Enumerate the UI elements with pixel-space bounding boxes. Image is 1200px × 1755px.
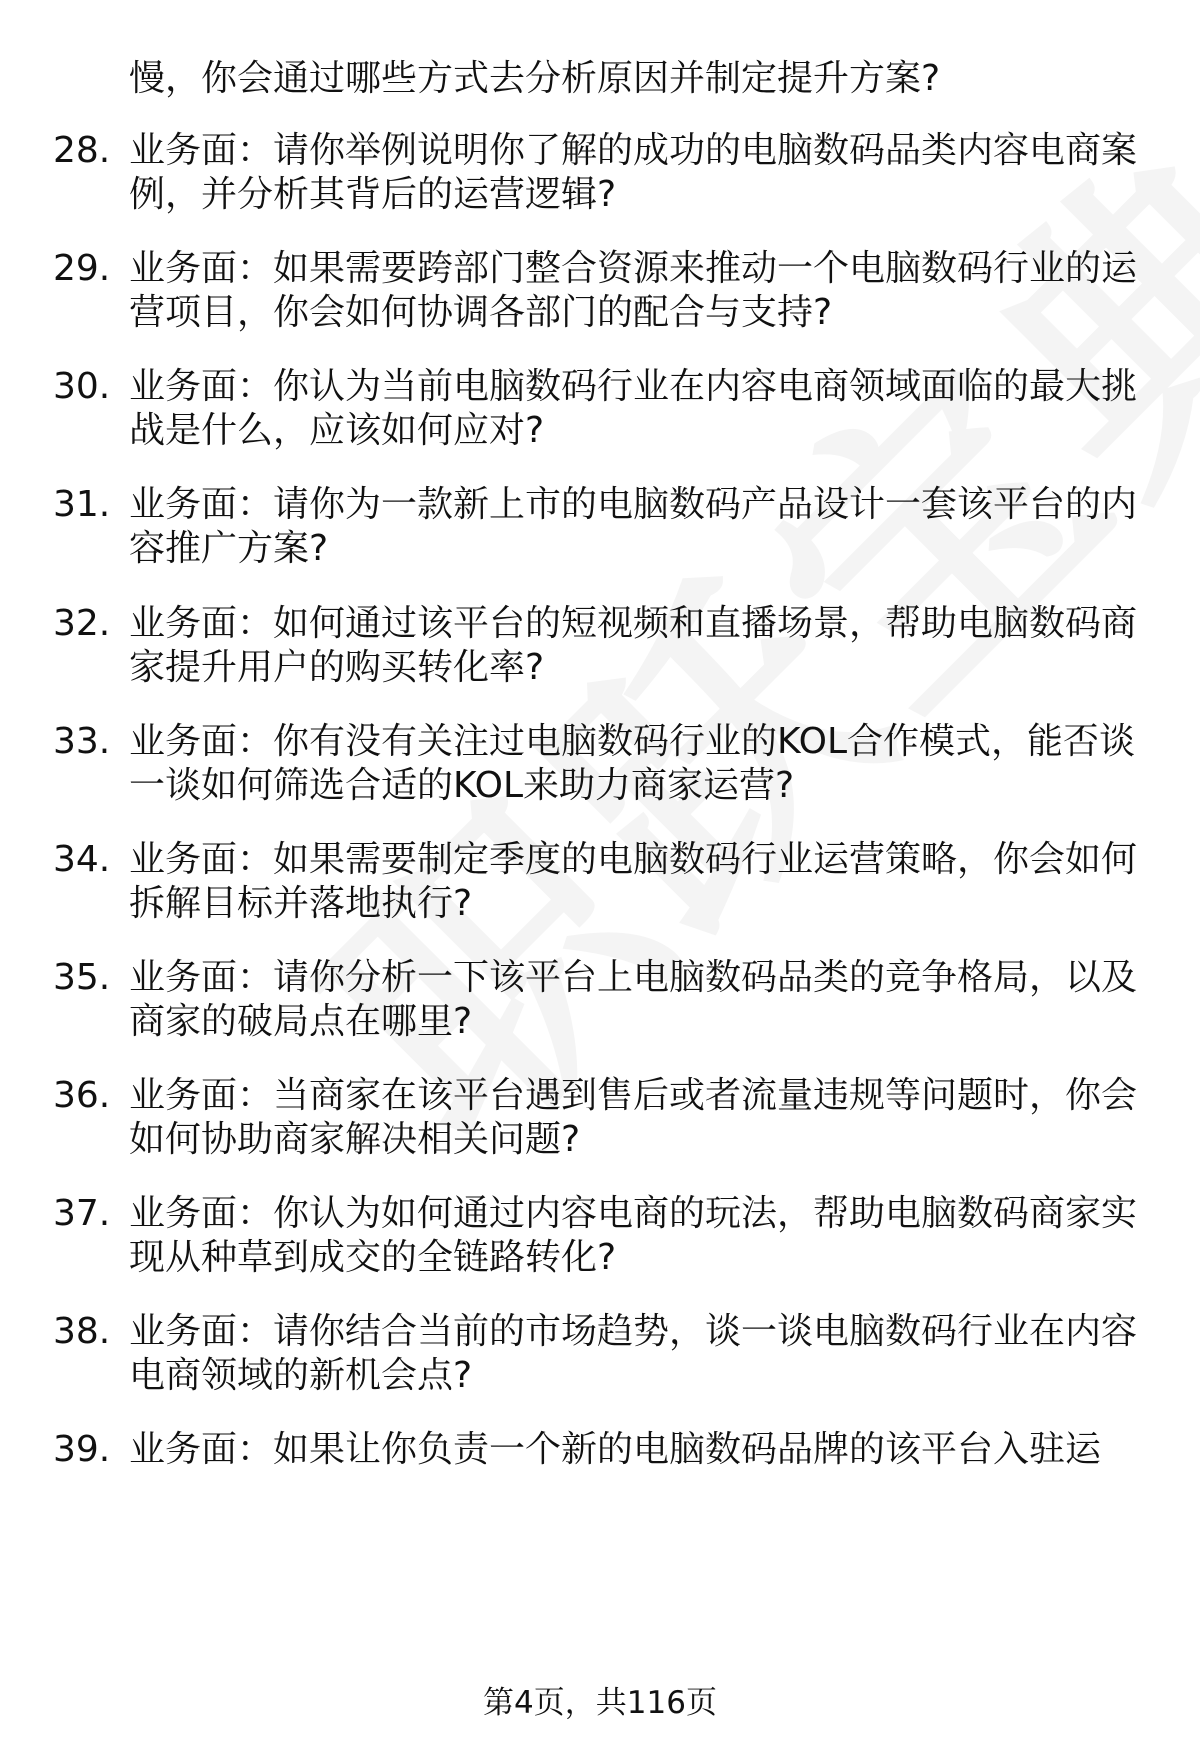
question-number: 34.: [53, 839, 111, 880]
question-number: 28.: [53, 130, 111, 171]
question-line: 电商领域的新机会点?: [129, 1355, 473, 1396]
question-line: 现从种草到成交的全链路转化?: [129, 1237, 617, 1278]
question-number: 39.: [53, 1429, 111, 1470]
question-line: 容推广方案?: [129, 528, 329, 569]
question-line: 业务面：你有没有关注过电脑数码行业的KOL合作模式，能否谈: [129, 721, 1136, 762]
question-line: 业务面：请你为一款新上市的电脑数码产品设计一套该平台的内: [129, 484, 1138, 525]
question-line: 业务面：当商家在该平台遇到售后或者流量违规等问题时，你会: [129, 1075, 1138, 1116]
question-line: 家提升用户的购买转化率?: [129, 647, 545, 688]
question-line: 业务面：请你分析一下该平台上电脑数码品类的竞争格局，以及: [129, 957, 1138, 998]
question-number: 35.: [53, 957, 111, 998]
question-number: 37.: [53, 1193, 111, 1234]
question-line: 战是什么，应该如何应对?: [129, 410, 545, 451]
question-line: 如何协助商家解决相关问题?: [129, 1119, 581, 1160]
question-line: 业务面：如何通过该平台的短视频和直播场景，帮助电脑数码商: [129, 603, 1138, 644]
question-line: 业务面：如果需要跨部门整合资源来推动一个电脑数码行业的运: [129, 248, 1138, 289]
question-line: 一谈如何筛选合适的KOL来助力商家运营?: [129, 765, 795, 806]
question-number: 32.: [53, 603, 111, 644]
question-number: 38.: [53, 1311, 111, 1352]
question-line: 慢，你会通过哪些方式去分析原因并制定提升方案?: [129, 58, 941, 99]
question-number: 36.: [53, 1075, 111, 1116]
question-number: 29.: [53, 248, 111, 289]
question-line: 业务面：你认为如何通过内容电商的玩法，帮助电脑数码商家实: [129, 1193, 1138, 1234]
question-line: 业务面：请你结合当前的市场趋势，谈一谈电脑数码行业在内容: [129, 1311, 1138, 1352]
question-line: 营项目，你会如何协调各部门的配合与支持?: [129, 292, 833, 333]
question-number: 31.: [53, 484, 111, 525]
question-line: 拆解目标并落地执行?: [129, 883, 473, 924]
question-number: 33.: [53, 721, 111, 762]
question-line: 商家的破局点在哪里?: [129, 1001, 473, 1042]
question-number: 30.: [53, 366, 111, 407]
question-line: 业务面：如果让你负责一个新的电脑数码品牌的该平台入驻运: [129, 1429, 1102, 1470]
question-line: 例，并分析其背后的运营逻辑?: [129, 174, 617, 215]
page-indicator: 第4页，共116页: [483, 1685, 717, 1721]
question-line: 业务面：如果需要制定季度的电脑数码行业运营策略，你会如何: [129, 839, 1138, 880]
question-line: 业务面：请你举例说明你了解的成功的电脑数码品类内容电商案: [129, 130, 1138, 171]
question-line: 业务面：你认为当前电脑数码行业在内容电商领域面临的最大挑: [129, 366, 1138, 407]
